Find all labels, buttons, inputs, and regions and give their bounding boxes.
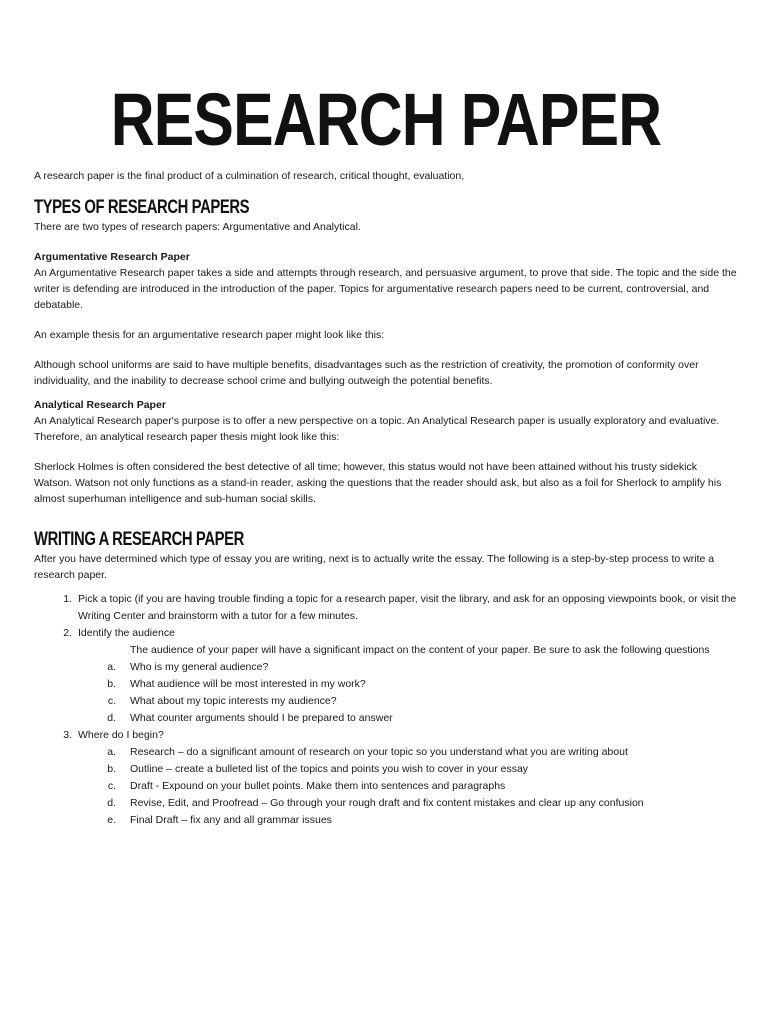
argumentative-heading: Argumentative Research Paper: [34, 251, 190, 263]
sub-item: [34, 676, 738, 693]
analytical-example: Sherlock Holmes is often considered the best detective of all time; however, this status would not have been attained without his trusty sidekick Watson. Watson not only functions as a stand-in reader, asking the questions that the reader should ask, but also as a foil for Sherlock to amplify his almost superhuman intelligence and sub-human social skills.: [34, 461, 722, 505]
writing-heading: WRITING A RESEARCH PAPER: [34, 529, 244, 550]
argumentative-body: An Argumentative Research paper takes a side and attempts through research, and persuasive argument, to prove that side. The topic and the side the writer is defending are introduced in the introduction of the paper. Topics for argumentative research papers need to be current, controversial, and debatable.: [34, 267, 737, 311]
types-heading: TYPES OF RESEARCH PAPERS: [34, 197, 250, 218]
sub-text: Outline – create a bulleted list of the topics and points you wish to cover in your essay: [130, 763, 529, 775]
sub-letter: b.: [107, 678, 116, 690]
step-text: Identify the audience: [78, 627, 175, 639]
sub-letter: c.: [107, 695, 116, 707]
sub-item: [34, 778, 738, 795]
argumentative-example-intro: An example thesis for an argumentative research paper might look like this:: [34, 329, 385, 341]
sub-text: What audience will be most interested in my work?: [130, 678, 366, 690]
sub-text: What about my topic interests my audience?: [130, 695, 337, 707]
steps-list: [34, 591, 738, 829]
sub-letter: a.: [107, 746, 116, 758]
list-item: [34, 727, 738, 829]
sub-letter: d.: [107, 712, 116, 724]
list-item: [34, 625, 738, 727]
step-note: The audience of your paper will have a significant impact on the content of your paper. Be sure to ask the following questions: [130, 644, 710, 656]
sub-text: Research – do a significant amount of research on your topic so you understand what you are writing about: [130, 746, 628, 758]
types-lead: There are two types of research papers: Argumentative and Analytical.: [34, 221, 361, 233]
sub-letter: b.: [107, 763, 116, 775]
sub-letter: c.: [107, 780, 116, 792]
argumentative-example: Although school uniforms are said to have multiple benefits, disadvantages such as the restriction of creativity, the promotion of conformity over individuality, and the inability to decrease school crime and bullying outweigh the potential benefits.: [34, 359, 699, 387]
step-number: 1.: [63, 593, 72, 605]
sub-item: [34, 693, 738, 710]
sub-item: [34, 659, 738, 676]
sub-item: [34, 761, 738, 778]
sub-item: [34, 710, 738, 727]
sub-text: What counter arguments should I be prepared to answer: [130, 712, 393, 724]
page-title: RESEARCH PAPER: [110, 78, 662, 161]
sub-letter: e.: [107, 814, 116, 826]
sub-item: [34, 795, 738, 812]
sub-text: Draft - Expound on your bullet points. Make them into sentences and paragraphs: [130, 780, 506, 792]
sub-text: Revise, Edit, and Proofread – Go through your rough draft and fix content mistakes and clear up any confusion: [130, 797, 644, 809]
analytical-body: An Analytical Research paper's purpose is to offer a new perspective on a topic. An Analytical Research paper is usually exploratory and evaluative. Therefore, an analytical research paper thesis might look like this:: [34, 415, 720, 443]
sub-text: Final Draft – fix any and all grammar issues: [130, 814, 332, 826]
sub-item: [34, 812, 738, 829]
step-number: 3.: [63, 729, 72, 741]
sub-text: Who is my general audience?: [130, 661, 269, 673]
sub-letter: a.: [107, 661, 116, 673]
step-text: Where do I begin?: [78, 729, 164, 741]
writing-lead: After you have determined which type of essay you are writing, next is to actually write the essay. The following is a step-by-step process to write a research paper.: [34, 553, 715, 581]
sub-letter: d.: [107, 797, 116, 809]
step-text: Pick a topic (if you are having trouble finding a topic for a research paper, visit the library, and ask for an opposing viewpoints book, or visit the Writing Center and brainstorm with a tutor for a few minutes.: [78, 593, 737, 622]
sub-item: [34, 744, 738, 761]
intro-text: A research paper is the final product of a culmination of research, critical thought, evaluation,: [34, 170, 465, 182]
list-item: [34, 591, 738, 625]
step-number: 2.: [63, 627, 72, 639]
analytical-heading: Analytical Research Paper: [34, 399, 166, 411]
